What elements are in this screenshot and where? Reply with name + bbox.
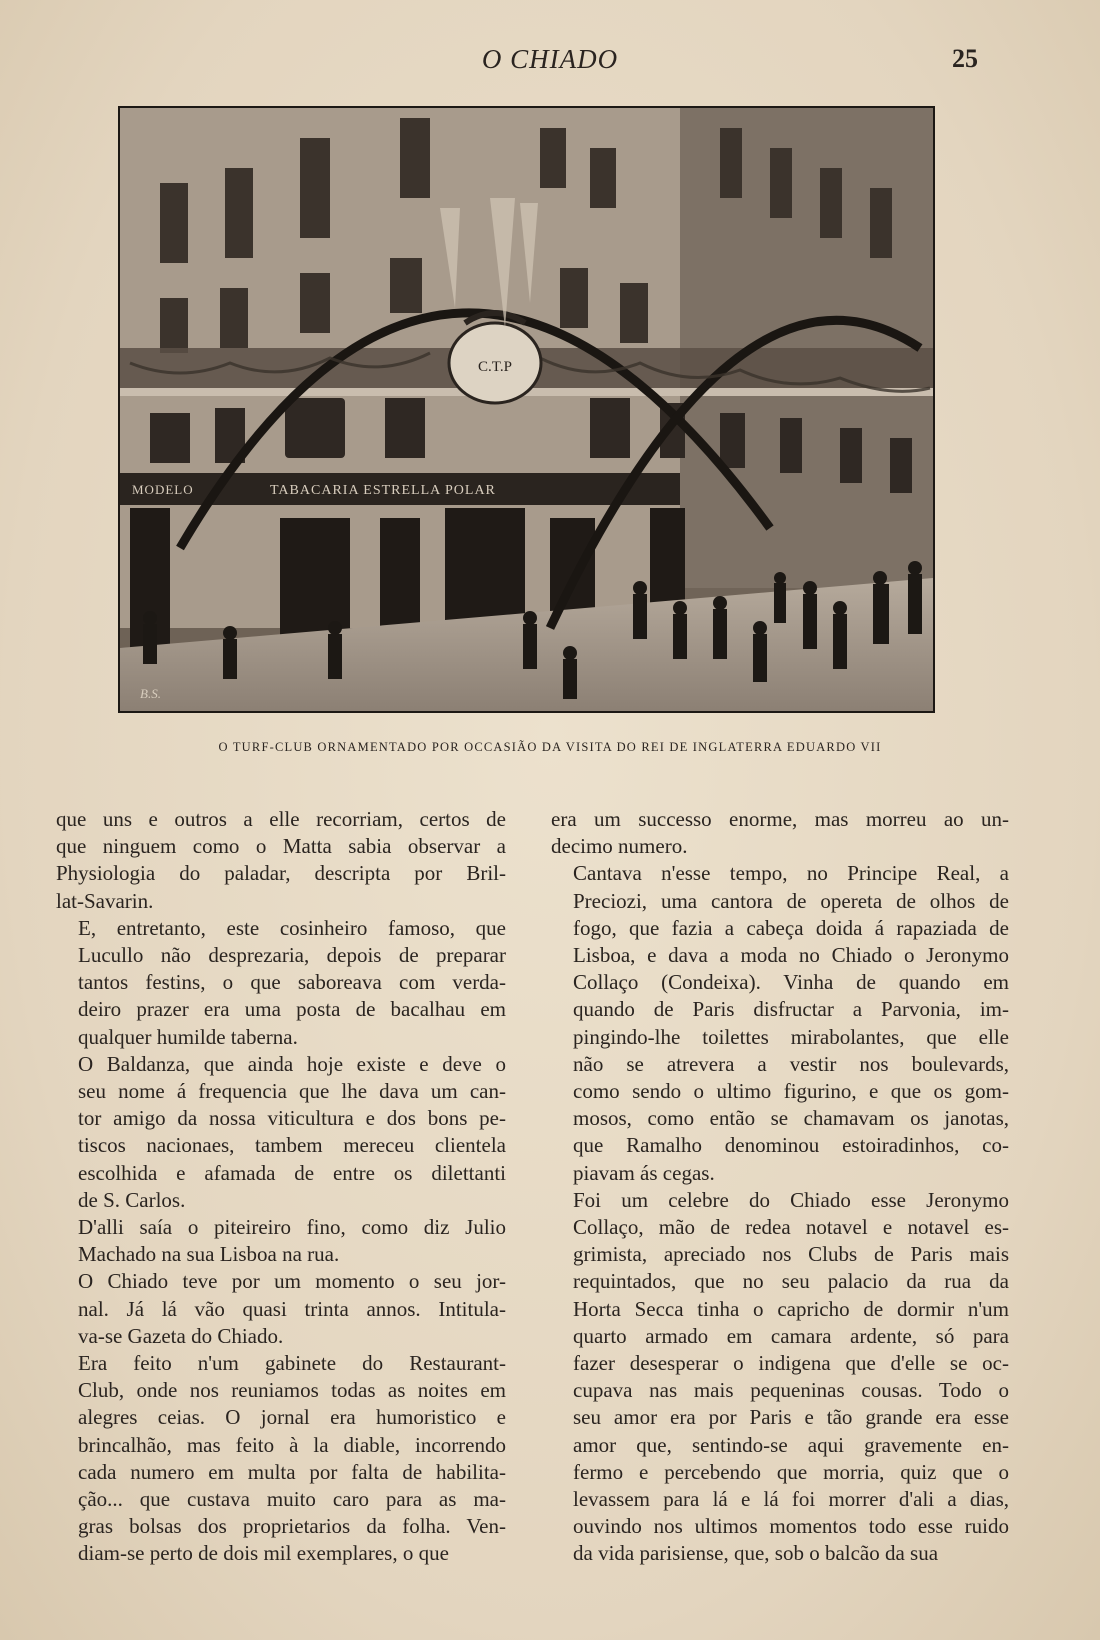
engraver-mark: B.S. <box>140 686 161 701</box>
text-line: ção... que custava muito caro para as ma- <box>78 1487 506 1512</box>
page-number: 25 <box>952 44 978 73</box>
paragraph <box>551 860 1009 1186</box>
paragraph <box>56 915 506 1051</box>
text-line: tor amigo da nossa viticultura e dos bons pe- <box>78 1106 506 1131</box>
text-line: fogo, que fazia a cabeça doida á rapaziada de <box>573 915 1009 940</box>
text-line: E, entretanto, este cosinheiro famoso, que <box>78 915 506 940</box>
text-line: seu amor era por Paris e tão grande era esse <box>573 1405 1009 1430</box>
text-line: quando de Paris disfructar a Parvonia, im- <box>573 997 1009 1022</box>
text-line: cada numero em multa por falta de habilita- <box>78 1459 506 1484</box>
text-line: ouvindo nos ultimos momentos todo esse ruido <box>573 1514 1009 1539</box>
text-line: requintados, que no seu palacio da rua da <box>573 1269 1009 1294</box>
photo-caption: O TURF-CLUB ORNAMENTADO POR OCCASIÃO DA VISITA DO REI DE INGLATERRA EDUARDO VII <box>218 740 882 754</box>
running-title: O CHIADO <box>481 44 619 74</box>
text-column-right <box>551 806 1009 1568</box>
text-line: levassem para lá e lá foi morrer d'ali a dias, <box>573 1487 1009 1512</box>
text-line: va-se Gazeta do Chiado. <box>78 1323 284 1348</box>
paragraph <box>56 806 506 915</box>
text-column-left <box>56 806 506 1568</box>
text-line: Preciozi, uma cantora de opereta de olhos de <box>573 888 1009 913</box>
text-line: escolhida e afamada de entre os dilettanti <box>78 1160 506 1185</box>
text-line: amor que, sentindo-se aqui gravemente en- <box>573 1432 1009 1457</box>
text-line: fazer desesperar o indigena que d'elle se oc- <box>573 1351 1009 1376</box>
text-line: O Baldanza, que ainda hoje existe e deve o <box>78 1051 506 1076</box>
text-line: Cantava n'esse tempo, no Principe Real, a <box>573 861 1009 886</box>
sign-modelo: MODELO <box>132 482 194 497</box>
text-line: Club, onde nos reuniamos todas as noites em <box>78 1378 506 1403</box>
text-line: decimo numero. <box>551 834 688 859</box>
text-line: que Ramalho denominou estoiradinhos, co- <box>573 1133 1009 1158</box>
text-line: diam-se perto de dois mil exemplares, o que <box>78 1541 449 1566</box>
text-line: era um successo enorme, mas morreu ao un- <box>551 807 1009 831</box>
text-line: lat-Savarin. <box>56 888 154 913</box>
text-line: Horta Secca tinha o capricho de dormir n'um <box>573 1296 1009 1321</box>
text-line: como sendo o ultimo figurino, e que os gom- <box>573 1079 1009 1104</box>
paragraph <box>56 1350 506 1568</box>
text-line: nal. Já lá vão quasi trinta annos. Intitula- <box>78 1296 506 1321</box>
text-line: não se atrevera a vestir nos boulevards, <box>573 1051 1009 1076</box>
paragraph <box>551 1187 1009 1568</box>
text-line: brincalhão, mas feito à la diable, incorrendo <box>78 1432 506 1457</box>
paragraph <box>56 1214 506 1268</box>
text-line: deiro prazer era uma posta de bacalhau em <box>78 997 506 1022</box>
text-line: Era feito n'um gabinete do Restaurant- <box>78 1351 506 1376</box>
text-line: O Chiado teve por um momento o seu jor- <box>78 1269 506 1294</box>
text-line: Collaço, mão de redea notavel e notavel es- <box>573 1215 1009 1240</box>
text-line: D'alli saía o piteireiro fino, como diz Julio <box>78 1215 506 1240</box>
text-line: quarto armado em camara ardente, só para <box>573 1323 1009 1348</box>
text-line: Lucullo não desprezaria, depois de preparar <box>78 943 506 968</box>
text-line: qualquer humilde taberna. <box>78 1024 298 1049</box>
text-line: cupava nas mais pequeninas cousas. Todo o <box>573 1378 1009 1403</box>
text-line: Lisboa, e dava a moda no Chiado o Jeronymo <box>573 943 1009 968</box>
text-line: alegres ceias. O jornal era humoristico e <box>78 1405 506 1430</box>
text-line: seu nome á frequencia que lhe dava um can- <box>78 1079 506 1104</box>
text-line: Physiologia do paladar, descripta por Bril- <box>56 861 506 886</box>
paragraph <box>56 1268 506 1350</box>
text-line: gras bolsas dos proprietarios da folha. Ven- <box>78 1514 506 1539</box>
text-line: Foi um celebre do Chiado esse Jeronymo <box>573 1187 1009 1212</box>
text-line: grimista, apreciado nos Clubs de Paris mais <box>573 1242 1009 1267</box>
running-head <box>0 44 1100 84</box>
text-line: Collaço (Condeixa). Vinha de quando em <box>573 970 1009 995</box>
street-photo <box>120 108 933 711</box>
paragraph <box>56 1051 506 1214</box>
text-line: tantos festins, o que saboreava com verda- <box>78 970 506 995</box>
medallion-letters: C.T.P <box>478 359 512 375</box>
text-line: que ninguem como o Matta sabia observar a <box>56 834 506 859</box>
text-line: tiscos nacionaes, tambem mereceu clientela <box>78 1133 506 1158</box>
sign-tabacaria: TABACARIA ESTRELLA POLAR <box>270 483 496 498</box>
text-line: piavam ás cegas. <box>573 1160 715 1185</box>
text-line: mosos, como então se chamavam os janotas, <box>573 1106 1009 1131</box>
text-line: Machado na sua Lisboa na rua. <box>78 1242 340 1267</box>
photo-plate <box>118 106 935 713</box>
text-line: fermo e percebendo que morria, quiz que o <box>573 1459 1009 1484</box>
text-line: de S. Carlos. <box>78 1187 186 1212</box>
paragraph <box>551 806 1009 860</box>
text-line: que uns e outros a elle recorriam, certos de <box>56 807 506 831</box>
text-line: pingindo-lhe toilettes mirabolantes, que elle <box>573 1024 1009 1049</box>
text-line: da vida parisiense, que, sob o balcão da sua <box>573 1541 939 1566</box>
